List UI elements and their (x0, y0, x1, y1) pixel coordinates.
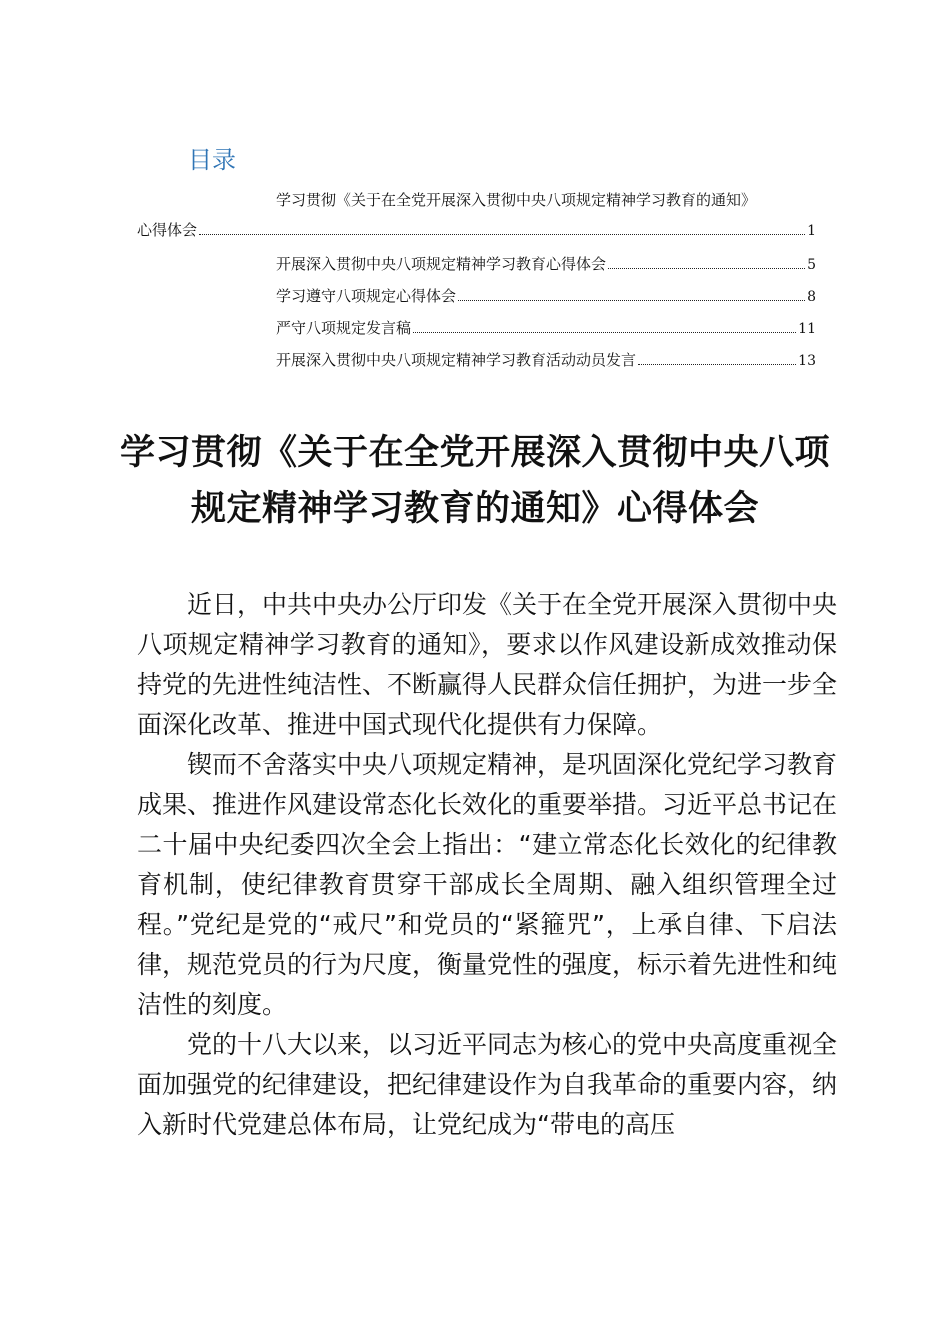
toc-entry-title: 学习遵守八项规定心得体会 (276, 287, 457, 305)
toc-entry-1-line2[interactable] (137, 220, 816, 241)
toc-entry-title: 严守八项规定发言稿 (276, 319, 412, 337)
body-paragraph: 锲而不舍落实中央八项规定精神，是巩固深化党纪学习教育成果、推进作风建设常态化长效化的重要举措。习近平总书记在二十届中央纪委四次全会上指出：“建立常态化长效化的纪律教育机制，使纪律教育贯穿干部成长全周期、融入组织管理全过程。”党纪是党的“戒尺”和党员的“紧箍咒”，上承自律、下启法律，规范党员的行为尺度，衡量党性的强度，标示着先进性和纯洁性的刻度。 (137, 750, 838, 1019)
toc-entry-1-line1[interactable]: 学习贯彻《关于在全党开展深入贯彻中央八项规定精神学习教育的通知》 (276, 191, 757, 209)
article-body (137, 585, 837, 1145)
body-paragraph: 近日，中共中央办公厅印发《关于在全党开展深入贯彻中央八项规定精神学习教育的通知》，要求以作风建设新成效推动保持党的先进性纯洁性、不断赢得人民群众信任拥护，为进一步全面深化改革、推进中国式现代化提供有力保障。 (137, 590, 838, 739)
toc-entry-4[interactable] (276, 318, 816, 339)
toc-page-number: 11 (798, 321, 816, 337)
toc-page-number: 8 (807, 289, 816, 305)
toc-entry-2[interactable] (276, 254, 816, 275)
toc-entry-5[interactable] (276, 350, 816, 371)
toc-entry-title: 开展深入贯彻中央八项规定精神学习教育活动动员发言 (276, 351, 637, 369)
toc-dot-leader (458, 299, 805, 301)
toc-page-number: 1 (807, 223, 816, 239)
toc-dot-leader (608, 267, 805, 269)
toc-entry-title: 开展深入贯彻中央八项规定精神学习教育心得体会 (276, 255, 607, 273)
body-paragraph: 党的十八大以来，以习近平同志为核心的党中央高度重视全面加强党的纪律建设，把纪律建设作为自我革命的重要内容，纳入新时代党建总体布局，让党纪成为“带电的高压 (137, 1030, 838, 1139)
toc-heading: 目录 (188, 146, 236, 174)
toc-dot-leader (413, 331, 796, 333)
toc-dot-leader (638, 363, 796, 365)
toc-page-number: 5 (807, 257, 816, 273)
toc-entry-title: 心得体会 (137, 221, 198, 239)
toc-page-number: 13 (798, 353, 816, 369)
toc-dot-leader (199, 233, 805, 235)
toc-entry-3[interactable] (276, 286, 816, 307)
article-title: 学习贯彻《关于在全党开展深入贯彻中央八项规定精神学习教育的通知》心得体会 (120, 433, 831, 529)
